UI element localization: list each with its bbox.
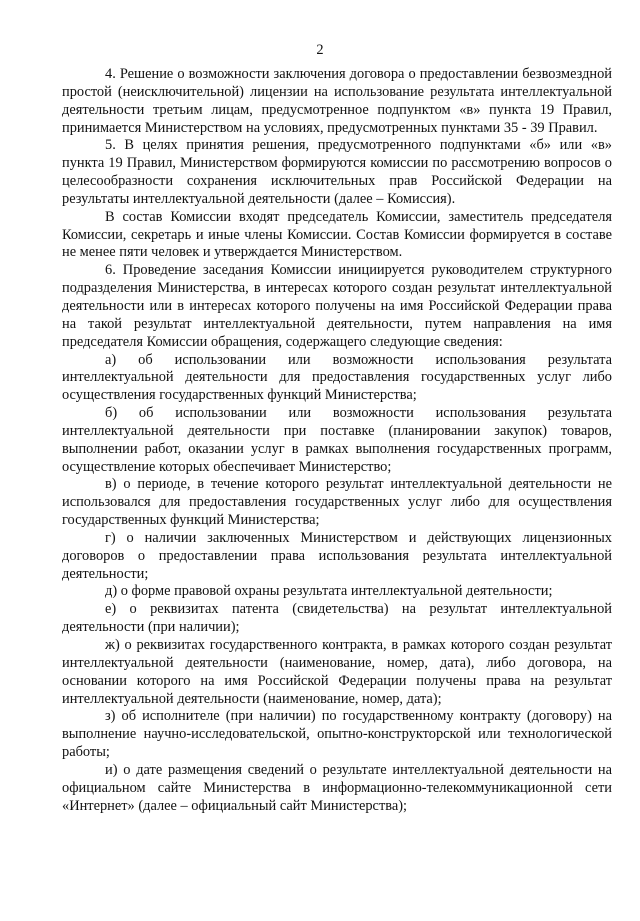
paragraph-item-5: 5. В целях принятия решения, предусмотренного подпунктами «б» или «в» пункта 19 Правил, Министерством формируются комиссии по рассмотрению вопросов о целесообразности сохранения исключительных прав Российской Федерации на результаты интеллектуальной деятельности (далее – Комиссия). xyxy=(62,137,612,207)
paragraph-item-4: 4. Решение о возможности заключения договора о предоставлении безвозмездной простой (неисключительной) лицензии на использование результата интеллектуальной деятельности третьим лицам, предусмотренное подпунктом «в» пункта 19 Правил, принимается Министерством на условиях, предусмотренных пунктами 35 - 39 Правил. xyxy=(62,66,612,136)
subitem-z: з) об исполнителе (при наличии) по государственному контракту (договору) на выполнение научно-исследовательской, опытно-конструкторской или технологической работы; xyxy=(62,708,612,761)
subitem-b: б) об использовании или возможности использования результата интеллектуальной деятельности при поставке (планировании закупок) товаров, выполнении работ, оказании услуг в рамках выполнения государственных программ, осуществление которых обеспечивает Министерство; xyxy=(62,405,612,475)
subitem-e: е) о реквизитах патента (свидетельства) на результат интеллектуальной деятельности (при наличии); xyxy=(62,601,612,636)
subitem-g: г) о наличии заключенных Министерством и действующих лицензионных договоров о предоставлении права использования результата интеллектуальной деятельности; xyxy=(62,529,612,582)
paragraph-commission-composition: В состав Комиссии входят председатель Комиссии, заместитель председателя Комиссии, секретарь и иные члены Комиссии. Состав Комиссии формируется в составе не менее пяти человек и утверждается Министерством. xyxy=(62,208,612,261)
subitem-v: в) о периоде, в течение которого результат интеллектуальной деятельности не использовался для предоставления государственных услуг либо для осуществления государственных функций Министерства; xyxy=(62,476,612,529)
paragraph-item-6: 6. Проведение заседания Комиссии инициируется руководителем структурного подразделения Министерства, в интересах которого создан результат интеллектуальной деятельности или в интересах которого получены на имя Российской Федерации права на такой результат интеллектуальной деятельности, путем направления на имя председателя Комиссии обращения, содержащего следующие сведения: xyxy=(62,262,612,350)
subitem-d: д) о форме правовой охраны результата интеллектуальной деятельности; xyxy=(105,583,553,600)
subitem-zh: ж) о реквизитах государственного контракта, в рамках которого создан результат интеллектуальной деятельности (наименование, номер, дата), либо договора, на основании которого на имя Российской Федерации получены права на результат интеллектуальной деятельности (наименование, номер, дата); xyxy=(62,637,612,707)
subitem-i: и) о дате размещения сведений о результате интеллектуальной деятельности на официальном сайте Министерства в информационно-телекоммуникационной сети «Интернет» (далее – официальный сайт Министерства); xyxy=(62,761,612,814)
subitem-a: а) об использовании или возможности использования результата интеллектуальной деятельности для предоставления государственных услуг либо осуществления государственных функций Министерства; xyxy=(62,351,612,404)
document-body xyxy=(62,66,612,815)
page-number: 2 xyxy=(316,42,324,58)
